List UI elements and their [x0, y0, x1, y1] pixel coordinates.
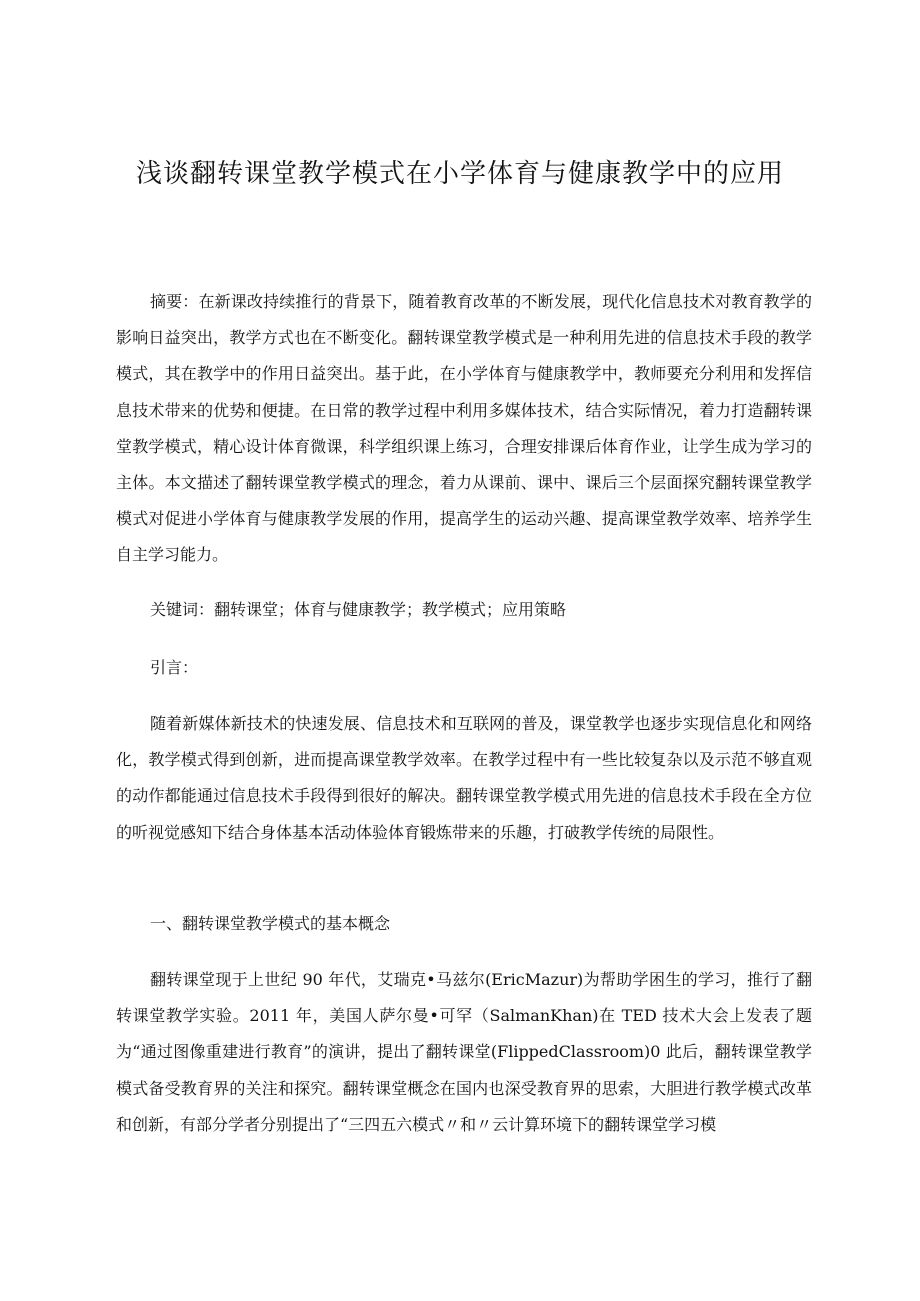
introduction-paragraph: 随着新媒体新技术的快速发展、信息技术和互联网的普及，课堂教学也逐步实现信息化和网络化，教学模式得到创新，进而提高课堂教学效率。在教学过程中有一些比较复杂以及示范不够直观的动作都能通过信息技术手段得到很好的解决。翻转课堂教学模式用先进的信息技术手段在全方位的听视觉感知下结合身体基本活动体验体育锻炼带来的乐趣，打破教学传统的局限性。: [116, 714, 812, 842]
introduction-label: 引言：: [150, 658, 199, 677]
section-1-heading: 一、翻转课堂教学模式的基本概念: [150, 914, 391, 933]
section-1-paragraph: 翻转课堂现于上世纪 90 年代，艾瑞克•马兹尔(EricMazur)为帮助学困生的学习，推行了翻转课堂教学实验。2011 年，美国人萨尔曼•可罕（SalmanKhan)在 TED 技术大会上发表了题为“通过图像重建进行教育”的演讲，提出了翻转课堂(FlippedClassroom)0 此后，翻转课堂教学模式备受教育界的关注和探究。翻转课堂概念在国内也深受教育界的思索，大胆进行教学模式改革和创新，有部分学者分别提出了“三四五六模式〃和〃云计算环境下的翻转课堂学习模: [116, 970, 812, 1134]
keywords-paragraph: 关键词：翻转课堂；体育与健康教学；教学模式；应用策略: [150, 600, 567, 619]
abstract-paragraph: 摘要：在新课改持续推行的背景下，随着教育改革的不断发展，现代化信息技术对教育教学的影响日益突出，教学方式也在不断变化。翻转课堂教学模式是一种利用先进的信息技术手段的教学模式，其在教学中的作用日益突出。基于此，在小学体育与健康教学中，教师要充分利用和发挥信息技术带来的优势和便捷。在日常的教学过程中利用多媒体技术，结合实际情况，着力打造翻转课堂教学模式，精心设计体育微课，科学组织课上练习，合理安排课后体育作业，让学生成为学习的主体。本文描述了翻转课堂教学模式的理念，着力从课前、课中、课后三个层面探究翻转课堂教学模式对促进小学体育与健康教学发展的作用，提高学生的运动兴趣、提高课堂教学效率、培养学生自主学习能力。: [116, 292, 812, 565]
page-title: 浅谈翻转课堂教学模式在小学体育与健康教学中的应用: [135, 159, 784, 189]
